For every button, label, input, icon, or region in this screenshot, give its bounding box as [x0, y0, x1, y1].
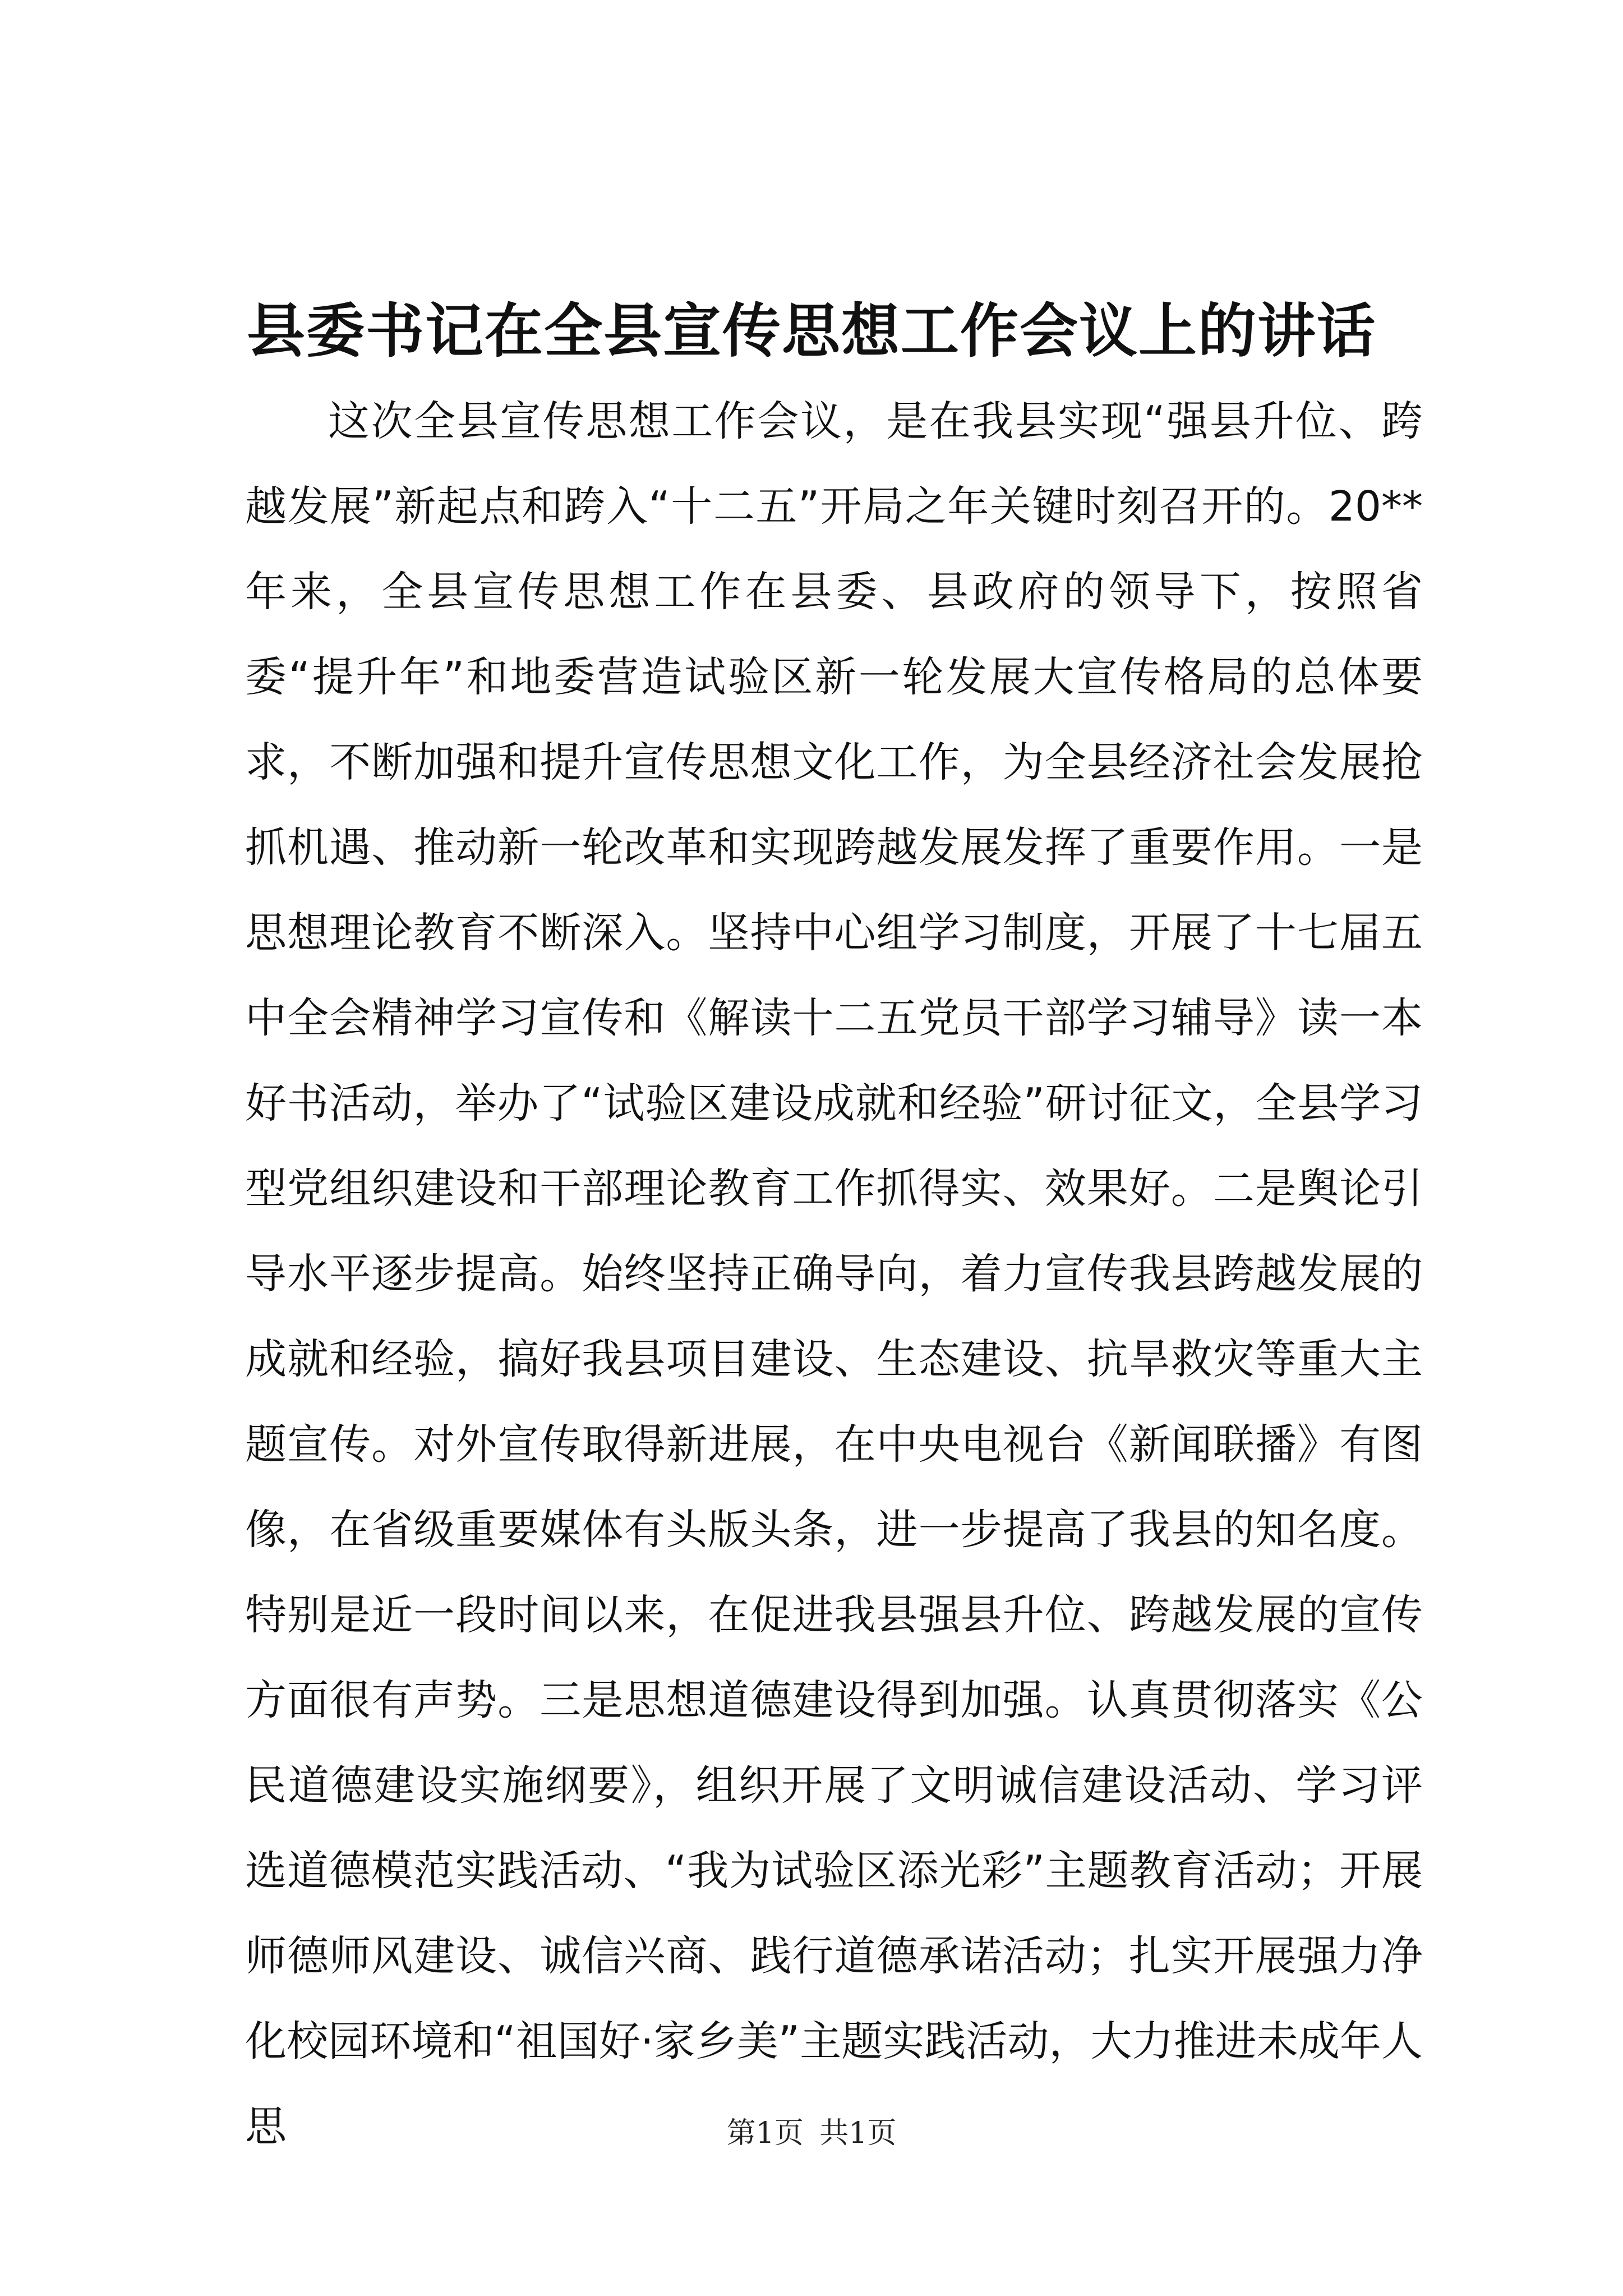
page-number: 第1页: [726, 2116, 804, 2150]
page-total: 共1页: [819, 2116, 897, 2150]
document-title: 县委书记在全县宣传思想工作会议上的讲话: [246, 296, 1376, 365]
page-footer: [0, 2114, 1623, 2153]
body-paragraph: 这次全县宣传思想工作会议，是在我县实现“强县升位、跨越发展”新起点和跨入“十二五”开局之年关键时刻召开的。20**年来，全县宣传思想工作在县委、县政府的领导下，按照省委“提升年”和地委营造试验区新一轮发展大宣传格局的总体要求，不断加强和提升宣传思想文化工作，为全县经济社会发展抢抓机遇、推动新一轮改革和实现跨越发展发挥了重要作用。一是思想理论教育不断深入。坚持中心组学习制度，开展了十七届五中全会精神学习宣传和《解读十二五党员干部学习辅导》读一本好书活动，举办了“试验区建设成就和经验”研讨征文，全县学习型党组织建设和干部理论教育工作抓得实、效果好。二是舆论引导水平逐步提高。始终坚持正确导向，着力宣传我县跨越发展的成就和经验，搞好我县项目建设、生态建设、抗旱救灾等重大主题宣传。对外宣传取得新进展，在中央电视台《新闻联播》有图像，在省级重要媒体有头版头条，进一步提高了我县的知名度。特别是近一段时间以来，在促进我县强县升位、跨越发展的宣传方面很有声势。三是思想道德建设得到加强。认真贯彻落实《公民道德建设实施纲要》，组织开展了文明诚信建设活动、学习评选道德模范实践活动、“我为试验区添光彩”主题教育活动；开展师德师风建设、诚信兴商、践行道德承诺活动；扎实开展强力净化校园环境和“祖国好·家乡美”主题实践活动，大力推进未成年人思: [245, 397, 1423, 2151]
